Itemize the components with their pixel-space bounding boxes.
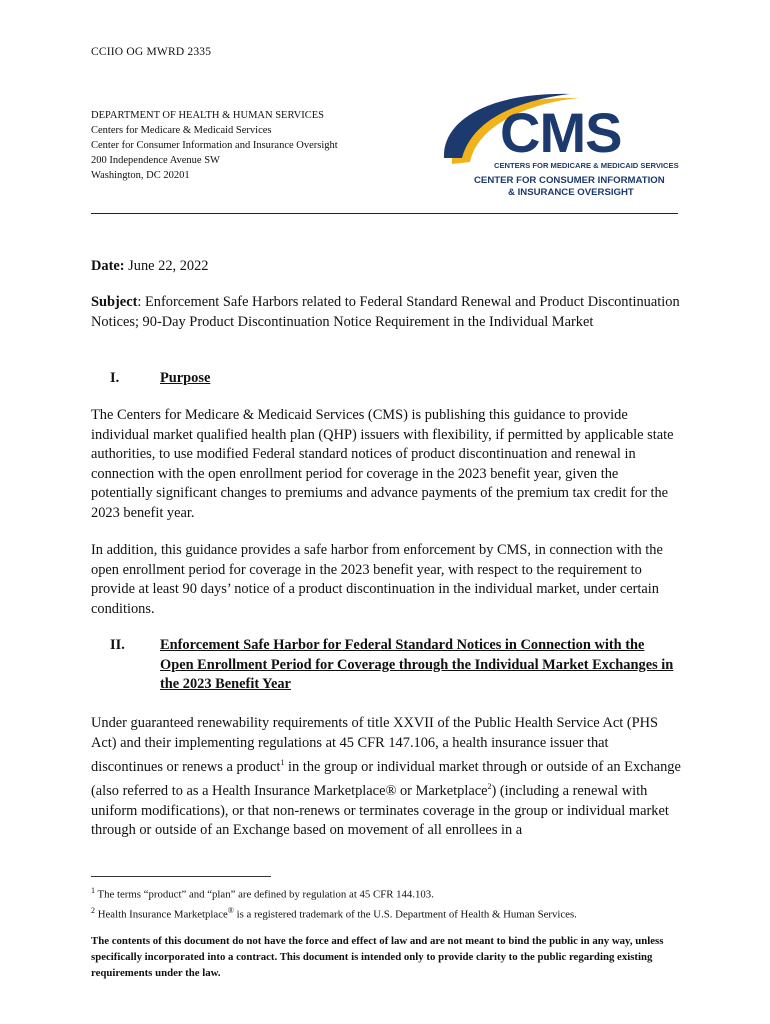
memo-date [91, 257, 681, 277]
dept-line: Washington, DC 20201 [91, 170, 190, 181]
document-id: CCIIO OG MWRD 2335 [91, 46, 212, 58]
footnote-1-number: 1 [91, 886, 95, 895]
subject-value: : Enforcement Safe Harbors related to Federal Standard Renewal and Product Discontinuation Notices; 90-Day Product Discontinuation Notice Requirement in the Individual Market [91, 294, 680, 330]
footnote-2 [91, 903, 577, 923]
logo-wordmark: CMS [500, 101, 622, 164]
section-2-title: Enforcement Safe Harbor for Federal Standard Notices in Connection with the Open Enrollment Period for Coverage through the Individual Market Exchanges in the 2023 Benefit Year [160, 637, 674, 692]
logo-line-1: CENTERS FOR MEDICARE & MEDICAID SERVICES [494, 161, 679, 170]
department-address-block [91, 108, 338, 183]
footnote-2-number: 2 [91, 905, 95, 915]
dept-line: Centers for Medicare & Medicaid Services [91, 125, 272, 136]
section-2-paragraph [91, 714, 681, 841]
para-text: in the group or individual market through or outside of an Exchange (also referred to as a Health Insurance Marketplace® or Marketplace [91, 758, 681, 800]
section-2-number: II. [110, 637, 125, 653]
footnote-1 [91, 883, 577, 903]
registered-mark: ® [227, 905, 234, 915]
para-text: ) (including a renewal with uniform modifications), or that non-renews or terminates coverage in the group or individual market through or outside of an Exchange based on movement of all enrollees in a [91, 783, 669, 839]
footnote-ref-1[interactable]: 1 [280, 758, 285, 767]
memo-subject [91, 293, 681, 332]
header-divider [91, 213, 678, 214]
logo-line-3: & INSURANCE OVERSIGHT [508, 187, 634, 198]
footnote-1-text: The terms “product” and “plan” are defined by regulation at 45 CFR 144.103. [95, 888, 434, 901]
cms-logo [440, 92, 690, 200]
date-label: Date: [91, 258, 125, 274]
para-text: Under guaranteed renewability requirements of title XXVII of the Public Health Service Act (PHS Act) and their implementing regulations at 45 CFR 147.106, a health insurance issuer that discontinues or renews a product [91, 715, 659, 775]
footnote-divider [91, 876, 271, 877]
legal-disclaimer: The contents of this document do not have the force and effect of law and are not meant to bind the public in any way, unless specifically incorporated into a contract. This document is intended only to provide clarity to the public regarding existing requirements under the law. [91, 935, 664, 979]
subject-label: Subject [91, 294, 138, 310]
logo-line-2: CENTER FOR CONSUMER INFORMATION [474, 175, 665, 186]
section-1-paragraph-1: The Centers for Medicare & Medicaid Services (CMS) is publishing this guidance to provide individual market qualified health plan (QHP) issuers with flexibility, if permitted by applicable state authorities, to use modified Federal standard notices of product discontinuation and renewal in connection with the open enrollment period for coverage in the 2023 benefit year, given the potentially significant changes to premiums and advance payments of the premium tax credit for the 2023 benefit year. [91, 407, 674, 521]
date-value: June 22, 2022 [124, 258, 209, 274]
footnote-2-text-cont: is a registered trademark of the U.S. Department of Health & Human Services. [233, 908, 577, 921]
section-1-paragraph-2: In addition, this guidance provides a safe harbor from enforcement by CMS, in connection with the open enrollment period for coverage in the 2023 benefit year, with respect to the requirement to provide at least 90 days’ notice of a product discontinuation in the individual market, under certain conditions. [91, 542, 663, 617]
dept-line: DEPARTMENT OF HEALTH & HUMAN SERVICES [91, 110, 324, 121]
footnotes [91, 883, 577, 922]
footnote-2-text: Health Insurance Marketplace [95, 908, 228, 921]
dept-line: 200 Independence Avenue SW [91, 155, 220, 166]
section-1-title: Purpose [160, 370, 211, 386]
footnote-ref-2[interactable]: 2 [487, 782, 492, 792]
section-1-number: I. [110, 370, 120, 386]
dept-line: Center for Consumer Information and Insurance Oversight [91, 140, 338, 151]
